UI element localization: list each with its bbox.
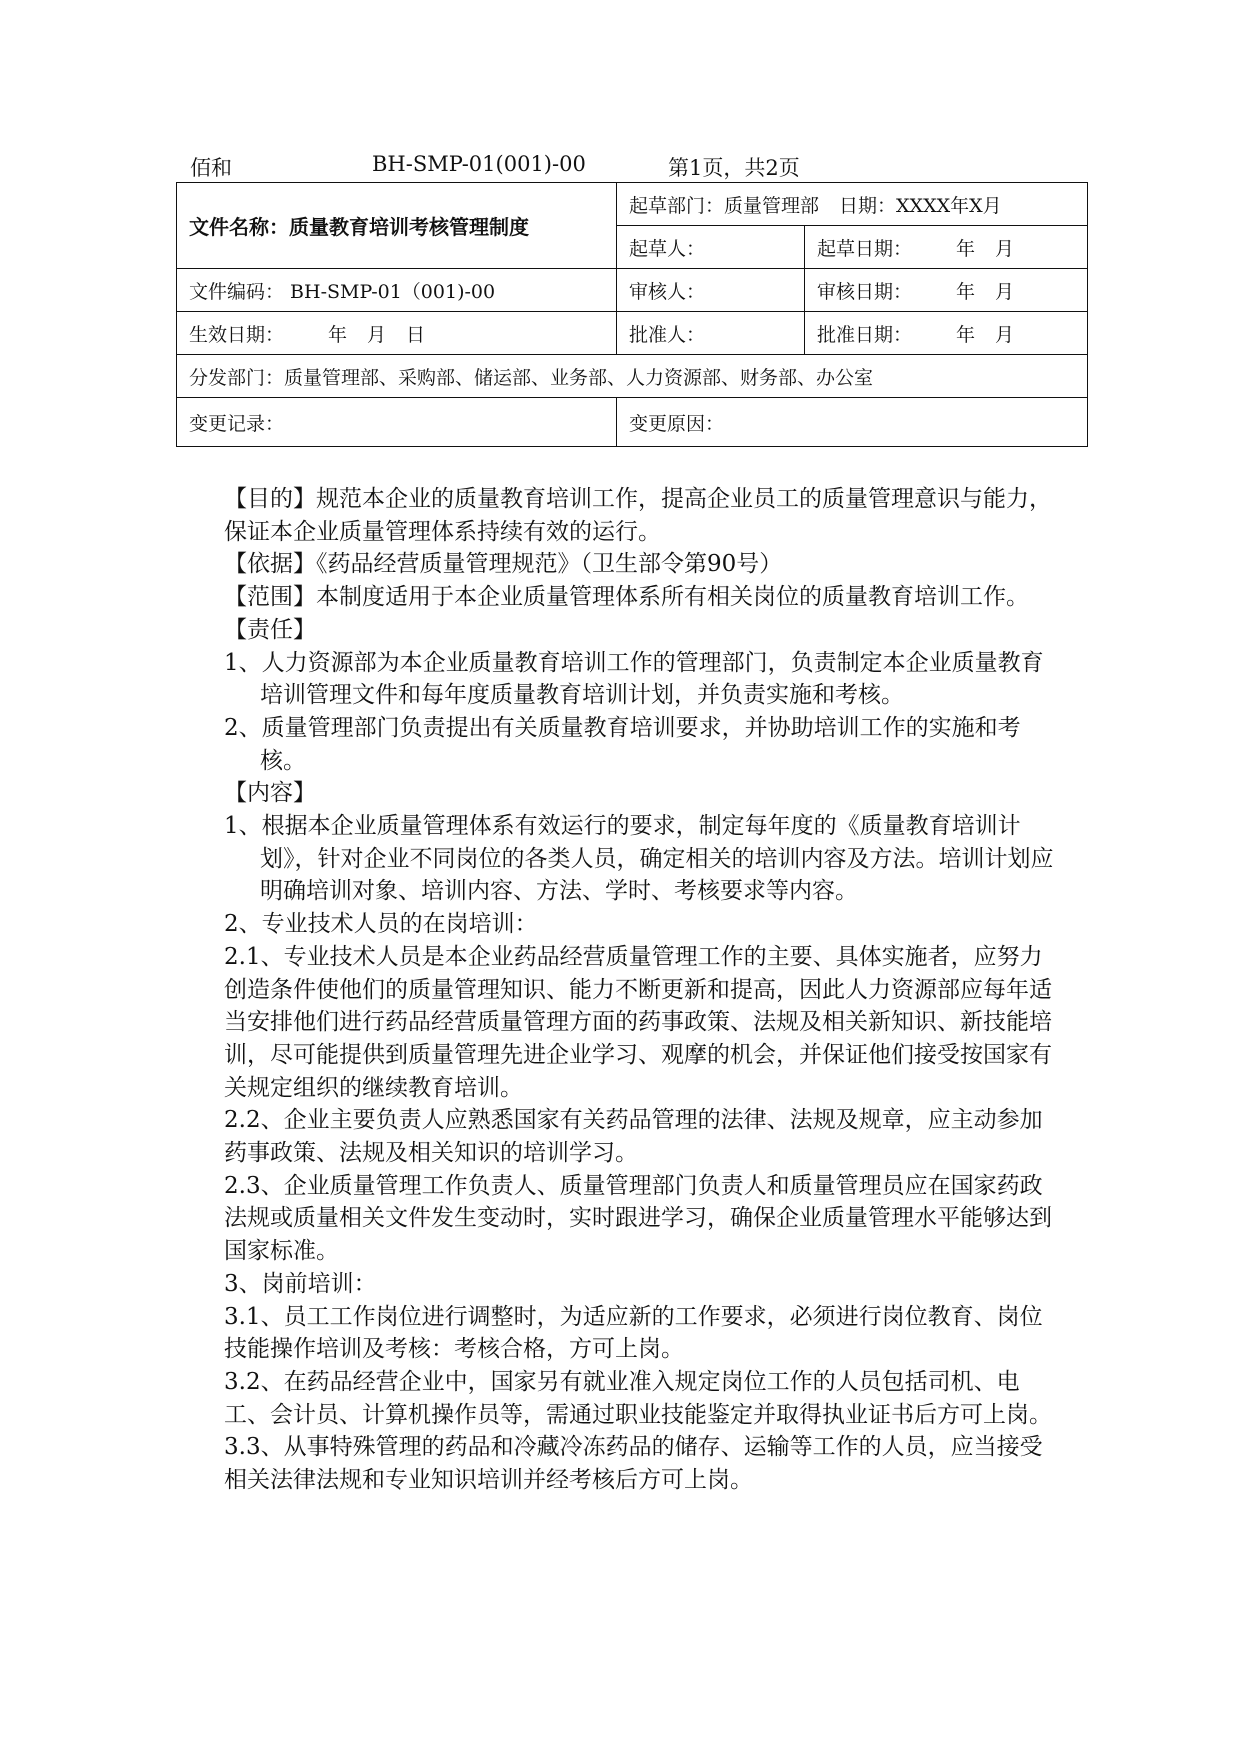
content-item-2-2: 2.2、企业主要负责人应熟悉国家有关药品管理的法律、法规及规章，应主动参加药事政策、法规及相关知识的培训学习。: [224, 1107, 1043, 1167]
scope-paragraph: 【范围】本制度适用于本企业质量管理体系所有相关岗位的质量教育培训工作。: [224, 584, 1029, 611]
drafter-cell: 起草人：: [617, 226, 805, 269]
responsibility-heading: 【责任】: [224, 616, 316, 643]
page-header: [176, 150, 1086, 182]
purpose-paragraph: 【目的】规范本企业的质量教育培训工作，提高企业员工的质量管理意识与能力，保证本企业质量管理体系持续有效的运行。: [224, 486, 1052, 545]
basis-paragraph: 【依据】《药品经营质量管理规范》（卫生部令第90号）: [224, 551, 783, 578]
page-number: 第1页，共2页: [668, 156, 800, 180]
content-heading: 【内容】: [224, 780, 316, 807]
document-code: BH-SMP-01(001)-00: [372, 152, 586, 176]
document-body: [224, 483, 1060, 1497]
responsibility-item-1: 1、人力资源部为本企业质量教育培训工作的管理部门，负责制定本企业质量教育培训管理文件和每年度质量教育培训计划，并负责实施和考核。: [224, 649, 1044, 709]
approve-date-label: 批准日期：: [817, 323, 913, 346]
approver-cell: 批准人：: [617, 312, 805, 355]
draft-month: 月: [995, 237, 1015, 260]
content-item-2-1: 2.1、专业技术人员是本企业药品经营质量管理工作的主要、具体实施者，应努力创造条件使他们的质量管理知识、能力不断更新和提高，因此人力资源部应每年适当安排他们进行药品经营质量管理方面的药事政策、法规及相关新知识、新技能培训，尽可能提供到质量管理先进企业学习、观摩的机会，并保证他们接受按国家有关规定组织的继续教育培训。: [224, 943, 1052, 1101]
change-reason-cell: 变更原因：: [617, 398, 1088, 447]
company-name: 佰和: [190, 156, 232, 180]
draft-year: 年: [956, 237, 976, 260]
approve-year: 年: [956, 323, 976, 346]
draft-date-cell: [805, 226, 1088, 269]
review-date-label: 审核日期：: [817, 280, 913, 303]
review-year: 年: [956, 280, 976, 303]
draft-overall-date: 日期：XXXX年X月: [839, 194, 1002, 217]
content-item-1: 1、根据本企业质量管理体系有效运行的要求，制定每年度的《质量教育培训计划》，针对企业不同岗位的各类人员，确定相关的培训内容及方法。培训计划应明确培训对象、培训内容、方法、学时、考核要求等内容。: [224, 813, 1054, 905]
review-date-cell: [805, 269, 1088, 312]
approve-month: 月: [995, 323, 1015, 346]
distribution-cell: 分发部门：质量管理部、采购部、储运部、业务部、人力资源部、财务部、办公室: [177, 355, 1088, 398]
document-info-table: [176, 182, 1088, 447]
content-item-3-2: 3.2、在药品经营企业中，国家另有就业准入规定岗位工作的人员包括司机、电工、会计员、计算机操作员等，需通过职业技能鉴定并取得执业证书后方可上岗。: [224, 1368, 1052, 1428]
file-code-cell: 文件编码： BH-SMP-01（001)-00: [177, 269, 617, 312]
approve-date-cell: [805, 312, 1088, 355]
content-item-2: 2、专业技术人员的在岗培训：: [224, 911, 538, 938]
content-item-2-3: 2.3、企业质量管理工作负责人、质量管理部门负责人和质量管理员应在国家药政法规或质量相关文件发生变动时，实时跟进学习，确保企业质量管理水平能够达到国家标准。: [224, 1172, 1052, 1265]
review-month: 月: [995, 280, 1015, 303]
content-item-3: 3、岗前培训：: [224, 1270, 377, 1297]
effective-month: 月: [367, 323, 387, 346]
change-record-cell: 变更记录：: [177, 398, 617, 447]
reviewer-cell: 审核人：: [617, 269, 805, 312]
responsibility-item-2: 2、质量管理部门负责提出有关质量教育培训要求，并协助培训工作的实施和考核。: [224, 714, 1021, 774]
effective-year: 年: [328, 323, 348, 346]
content-item-3-1: 3.1、员工工作岗位进行调整时，为适应新的工作要求，必须进行岗位教育、岗位技能操作培训及考核：考核合格，方可上岗。: [224, 1303, 1043, 1363]
effective-date-label: 生效日期：: [189, 323, 285, 346]
draft-date-label: 起草日期：: [817, 237, 913, 260]
file-name-cell: 文件名称：质量教育培训考核管理制度: [177, 183, 617, 269]
effective-day: 日: [406, 323, 426, 346]
draft-dept-cell: [617, 183, 1088, 226]
effective-date-cell: [177, 312, 617, 355]
content-item-3-3: 3.3、从事特殊管理的药品和冷藏冷冻药品的储存、运输等工作的人员，应当接受相关法律法规和专业知识培训并经考核后方可上岗。: [224, 1434, 1043, 1494]
draft-dept: 起草部门：质量管理部: [629, 194, 820, 217]
